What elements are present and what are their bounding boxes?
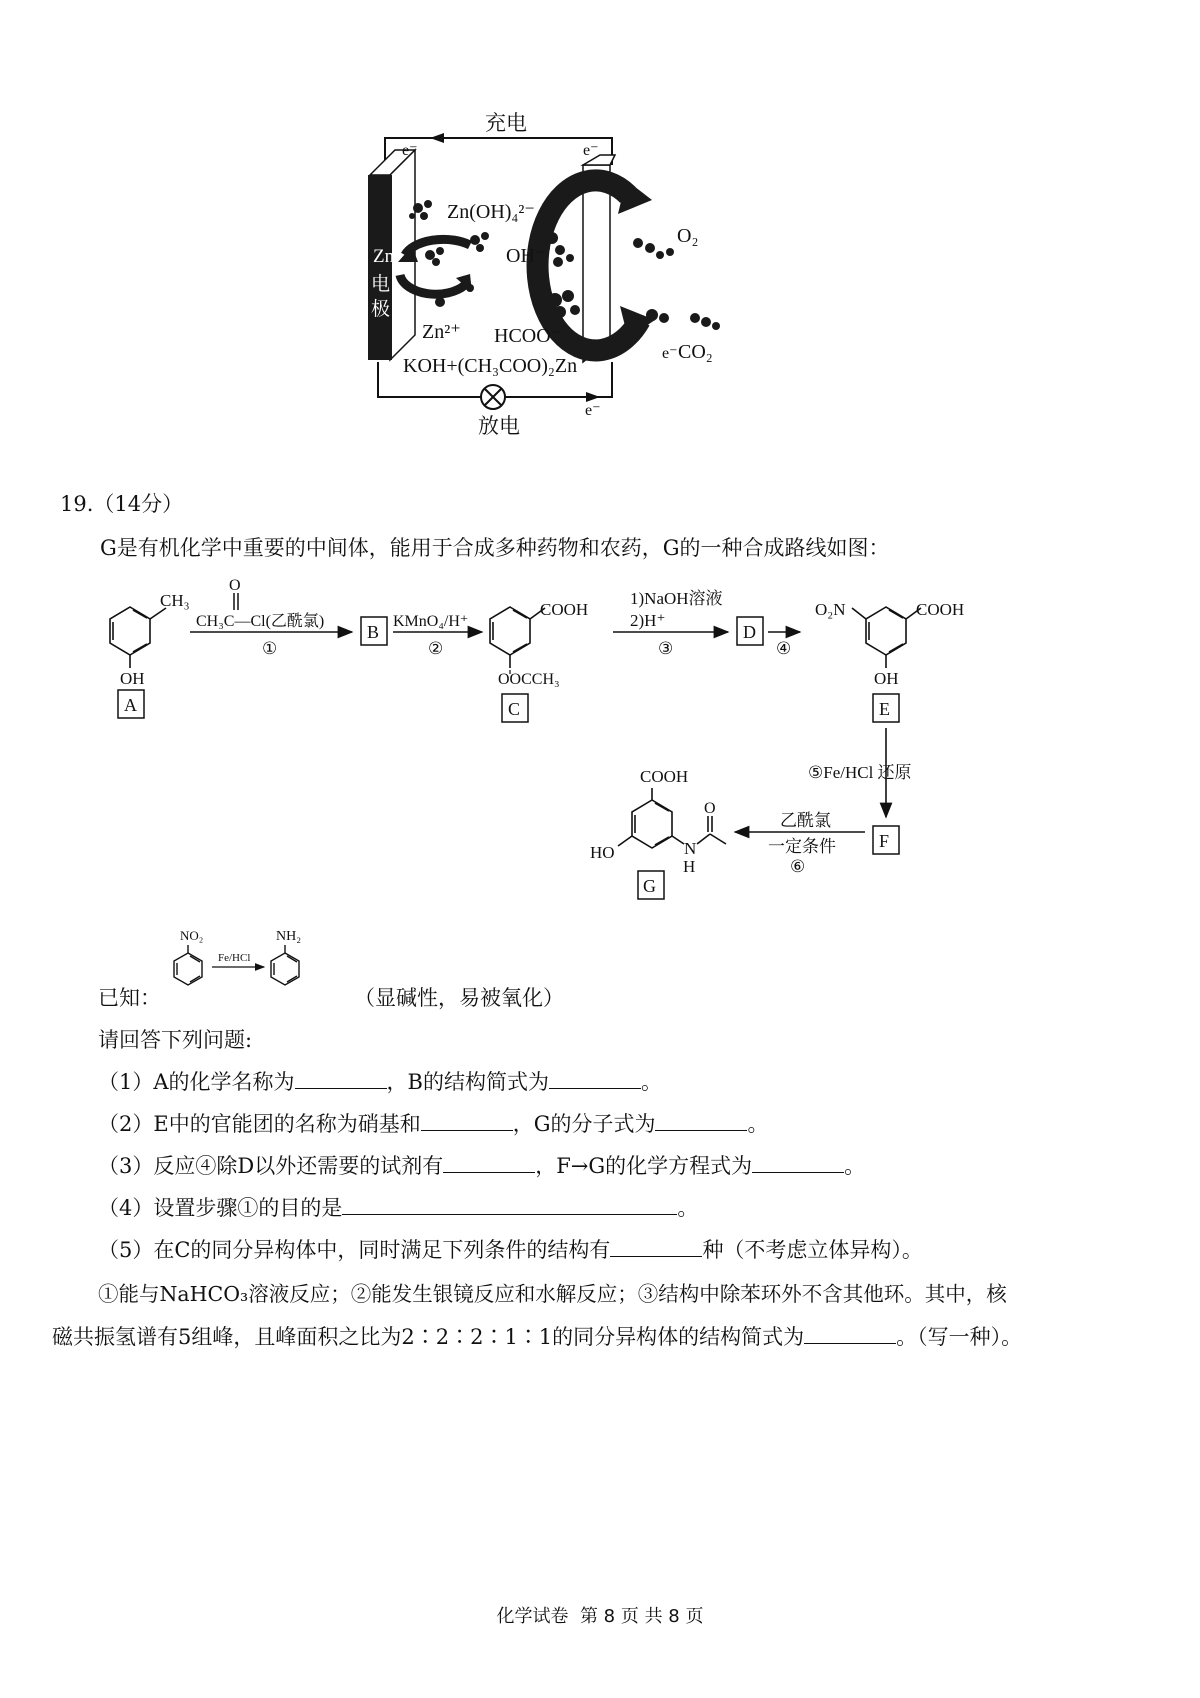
question-number: 19.（14分） [60,492,184,516]
compound-G-cooh: COOH [640,767,689,786]
compound-A-oh: OH [120,669,145,688]
q4-answer-blank[interactable] [342,1196,677,1215]
compound-C-cooh: COOH [540,600,589,619]
battery-diagram [0,0,1200,460]
q5-answer-blank-1[interactable] [610,1238,702,1257]
zincate-label: Zn(OH)₄²⁻ [447,201,535,223]
electron-label-cathode: e⁻ [662,345,678,362]
compound-E-oh: OH [874,669,899,688]
question-5-continued [52,1323,1022,1351]
electron-label-charge-right: e⁻ [583,142,599,159]
q1-answer-blank-2[interactable] [549,1070,641,1089]
q3-text-b: ，F→G的化学方程式为 [535,1154,753,1178]
known-note: （显碱性，易被氧化） [354,986,564,1010]
compound-G-o: O [704,800,716,817]
reagent1-oxygen: O [229,577,241,594]
question-3 [98,1152,865,1180]
synthesis-scheme [0,570,1200,920]
reagent6b-label: 一定条件 [768,837,836,856]
question-1 [98,1068,662,1096]
electron-label-discharge: e⁻ [585,402,601,419]
compound-G-ho: HO [590,843,615,862]
known-reagent: Fe/HCl [218,952,251,964]
compound-C-structure [490,607,545,668]
zn-electrode-label-zn: Zn [373,246,395,267]
q3-text-c: 。 [844,1154,866,1178]
q3-answer-blank-2[interactable] [752,1154,844,1173]
q4-text: （4）设置步骤①的目的是 [98,1196,343,1220]
charge-label: 充电 [485,111,527,135]
compound-E-label: E [879,699,890,719]
q3-answer-blank-1[interactable] [443,1154,535,1173]
q1-text-b: ，B的结构简式为 [386,1070,549,1094]
step2-label: ② [428,639,444,658]
zn-electrode-label-ji: 极 [371,299,391,320]
q1-text-c: 。 [640,1070,662,1094]
compound-C-ester: OOCCH₃ [498,671,560,688]
question-intro: G是有机化学中重要的中间体，能用于合成多种药物和农药，G的一种合成路线如图： [100,536,890,560]
lamp-icon [481,385,505,409]
known-nh2: NH₂ [276,929,302,944]
electrolyte-label: KOH+(CH₃COO)₂Zn [403,355,578,377]
q5-text-d: 磁共振氢谱有5组峰，且峰面积之比为2∶2∶2∶1∶1的同分异构体的结构简式为 [52,1325,805,1349]
reagent3a-label: 1)NaOH溶液 [630,589,723,608]
q1-text: （1）A的化学名称为 [98,1070,295,1094]
compound-G-structure [618,788,726,848]
oxygen-label: O₂ [677,225,699,247]
step3-label: ③ [658,639,674,658]
q5-text: （5）在C的同分异构体中，同时满足下列条件的结构有 [98,1238,611,1262]
zinc-ion-label: Zn²⁺ [422,321,461,343]
compound-G-n: N [684,839,697,858]
q5-text-b: 种（不考虑立体异构）。 [702,1238,923,1262]
q2-text: （2）E中的官能团的名称为硝基和 [98,1112,421,1136]
compound-A-label: A [124,695,137,715]
question-4 [98,1194,698,1222]
nitrobenzene-structure [174,945,202,985]
q5-answer-blank-2[interactable] [804,1325,896,1344]
formate-label: HCOO⁻ [494,325,562,347]
reagent5-label: ⑤Fe/HCl 还原 [808,763,912,782]
q2-answer-blank-1[interactable] [421,1112,513,1131]
question-5 [98,1236,923,1264]
compound-E-cooh: COOH [916,600,965,619]
known-label: 已知： [98,986,161,1010]
q5-text-e: 。（写一种）。 [896,1325,1023,1349]
step6-label: ⑥ [790,857,806,876]
question-5-conditions: ①能与NaHCO₃溶液反应；②能发生银镜反应和水解反应；③结构中除苯环外不含其他环。其中，核 [98,1282,1007,1306]
question-2 [98,1110,768,1138]
q2-text-b: ，G的分子式为 [512,1112,656,1136]
compound-G-h: H [683,857,696,876]
q2-answer-blank-2[interactable] [655,1112,747,1131]
q4-text-b: 。 [677,1196,699,1220]
compound-E-no2: O₂N [815,600,846,619]
zn-electrode-label-dian: 电 [371,274,391,295]
questions-prompt: 请回答下列问题: [98,1028,253,1052]
step1-label: ① [262,639,278,658]
q2-text-c: 。 [747,1112,769,1136]
hydroxide-label: OH⁻ [506,245,546,267]
known-no2: NO₂ [180,928,204,943]
compound-A-ch3: CH₃ [160,591,190,610]
q1-answer-blank-1[interactable] [295,1070,387,1089]
reagent6a-label: 乙酰氯 [780,811,831,830]
reagent3b-label: 2)H⁺ [630,611,666,630]
reagent1-label: CH₃C—Cl(乙酰氯) [196,613,325,630]
aniline-structure [271,945,299,985]
discharge-arrow-icon [586,392,600,402]
q3-text: （3）反应④除D以外还需要的试剂有 [98,1154,444,1178]
reagent2-label: KMnO₄/H⁺ [393,613,469,630]
discharge-label: 放电 [478,414,520,438]
co2-label: CO₂ [678,341,713,363]
compound-G-label: G [643,876,656,896]
page-footer: 化学试卷 第 8 页 共 8 页 [496,1606,704,1627]
compound-C-label: C [508,699,521,719]
step4-label: ④ [776,639,792,658]
compound-B-label: B [367,622,380,642]
compound-A-structure [110,607,166,668]
compound-D-label: D [743,622,756,642]
known-reaction [160,925,350,1005]
charge-arrow-icon [430,133,444,143]
compound-F-label: F [879,831,890,851]
compound-E-structure [852,607,921,668]
electron-label-charge-left: e⁻ [402,142,418,159]
